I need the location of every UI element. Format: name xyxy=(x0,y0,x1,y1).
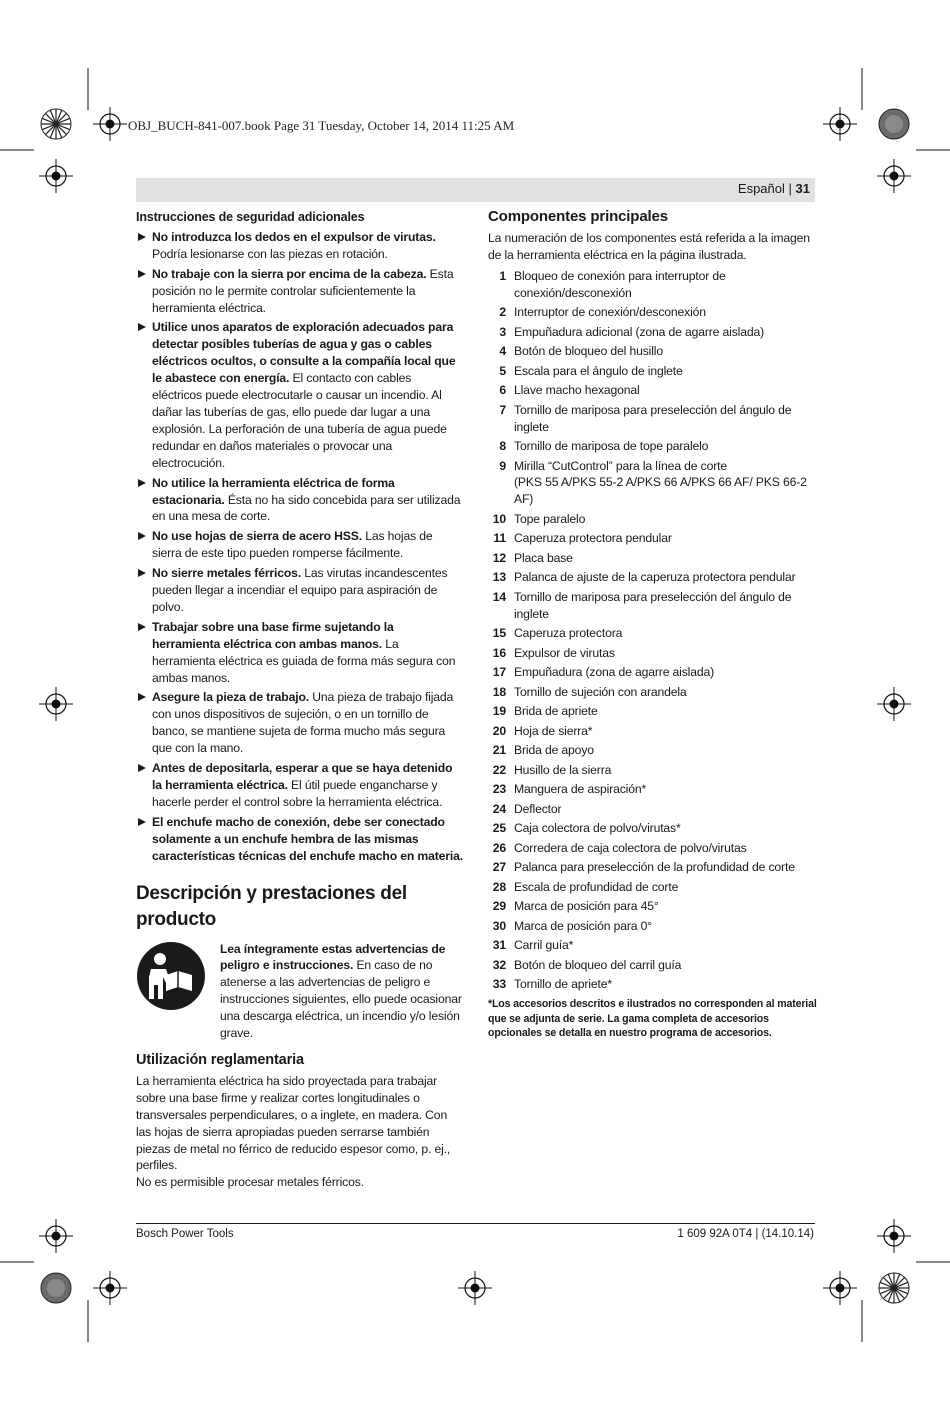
component-item xyxy=(488,703,818,720)
component-item xyxy=(488,530,818,547)
component-label-wrap xyxy=(514,530,818,547)
component-label: Marca de posición para 45° xyxy=(514,899,659,914)
component-label: Escala para el ángulo de inglete xyxy=(514,363,683,378)
component-label-wrap xyxy=(514,801,818,818)
component-item xyxy=(488,363,818,380)
component-item xyxy=(488,550,818,567)
component-number: 3 xyxy=(499,324,506,339)
component-item xyxy=(488,976,818,993)
component-label-wrap xyxy=(514,550,818,567)
component-label: Botón de bloqueo del husillo xyxy=(514,344,663,359)
component-label: Tornillo de mariposa para preselección del ángulo de inglete xyxy=(514,589,792,621)
safety-bullet xyxy=(136,229,464,263)
component-item xyxy=(488,645,818,662)
component-label: Bloqueo de conexión para interruptor de conexión/desconexión xyxy=(514,268,726,300)
component-label: Caperuza protectora pendular xyxy=(514,531,672,546)
component-item xyxy=(488,569,818,586)
component-label-wrap xyxy=(514,664,818,681)
component-number: 10 xyxy=(492,511,506,526)
component-label-wrap xyxy=(514,957,818,974)
component-number: 22 xyxy=(492,762,506,777)
safety-bullet xyxy=(136,814,464,865)
safety-bullet xyxy=(136,760,464,811)
component-item xyxy=(488,762,818,779)
component-item xyxy=(488,684,818,701)
component-label-wrap xyxy=(514,438,818,455)
safety-bullet xyxy=(136,565,464,616)
component-number: 20 xyxy=(492,723,506,738)
bullet-bold: El enchufe macho de conexión, debe ser conectado solamente a un enchufe hembra de las mismas características técnicas del enchufe macho en materia. xyxy=(152,814,463,863)
component-item xyxy=(488,589,818,623)
bullet-text: Ésta no ha sido concebida para ser utilizada en una mesa de corte. xyxy=(152,492,461,524)
warning-bold: Lea íntegramente estas advertencias de peligro e instrucciones. xyxy=(220,941,446,973)
component-label: Carril guía* xyxy=(514,938,574,953)
header-language: Español xyxy=(737,181,785,196)
component-label: Mirilla “CutControl” para la línea de corte xyxy=(514,458,728,473)
component-number: 27 xyxy=(492,860,506,875)
component-label: Corredera de caja colectora de polvo/virutas xyxy=(514,840,747,855)
component-item xyxy=(488,859,818,876)
warning-text xyxy=(220,941,464,1042)
components-list xyxy=(488,268,818,993)
component-label-wrap xyxy=(514,684,818,701)
intended-use-title: Utilización reglamentaria xyxy=(136,1051,304,1068)
component-label: Tornillo de apriete* xyxy=(514,977,612,992)
component-label-wrap xyxy=(514,703,818,720)
page-number: 31 xyxy=(795,181,810,196)
component-number: 13 xyxy=(492,570,506,585)
bullet-bold: No sierre metales férricos. xyxy=(152,566,302,581)
read-manual-warning xyxy=(136,941,464,1042)
bullet-arrow-icon xyxy=(138,270,146,278)
safety-bullet xyxy=(136,619,464,687)
bullet-text: Las hojas de sierra de este tipo pueden romperse fácilmente. xyxy=(152,529,433,561)
footer-doc-number: 1 609 92A 0T4 | (14.10.14) xyxy=(677,1228,814,1240)
component-label: Caperuza protectora xyxy=(514,626,623,641)
component-label: Escala de profundidad de corte xyxy=(514,879,679,894)
safety-list xyxy=(136,229,464,865)
component-number: 1 xyxy=(499,268,506,283)
component-label: Palanca de ajuste de la caperuza protectora pendular xyxy=(514,570,796,585)
component-item xyxy=(488,664,818,681)
component-number: 17 xyxy=(492,665,506,680)
component-number: 9 xyxy=(499,458,506,473)
bullet-arrow-icon xyxy=(138,233,146,241)
component-label-wrap xyxy=(514,840,818,857)
header-bar xyxy=(136,178,815,202)
component-label: Interruptor de conexión/desconexión xyxy=(514,305,706,320)
bullet-text: Una pieza de trabajo fijada con unos dispositivos de sujeción, o en un tornillo de banco, se mantiene sujeta de forma mucho más segura que con la mano. xyxy=(152,690,454,756)
component-label: Tornillo de mariposa de tope paralelo xyxy=(514,439,709,454)
component-item xyxy=(488,723,818,740)
bullet-text: El útil puede engancharse y hacerle perder el control sobre la herramienta eléctrica. xyxy=(152,778,443,809)
bullet-arrow-icon xyxy=(138,479,146,487)
component-label-wrap xyxy=(514,402,818,436)
component-label: Llave macho hexagonal xyxy=(514,383,640,398)
bullet-text: Las virutas incandescentes pueden llegar a incendiar el equipo para aspiración de polvo. xyxy=(152,566,448,614)
component-label-wrap xyxy=(514,511,818,528)
component-label-wrap xyxy=(514,324,818,341)
component-number: 7 xyxy=(499,402,506,417)
component-label-wrap xyxy=(514,918,818,935)
component-label: Tornillo de sujeción con arandela xyxy=(514,684,687,699)
warning-body: En caso de no atenerse a las advertencias de peligro e instrucciones siguientes, ello puede ocasionar una descarga eléctrica, un incendio y/o lesión grave. xyxy=(220,958,462,1041)
pdf-info-line: OBJ_BUCH-841-007.book Page 31 Tuesday, October 14, 2014 11:25 AM xyxy=(128,118,515,133)
component-number: 16 xyxy=(492,645,506,660)
component-label-wrap xyxy=(514,976,818,993)
components-intro: La numeración de los componentes está referida a la imagen de la herramienta eléctrica en la página ilustrada. xyxy=(488,230,810,262)
component-label-wrap xyxy=(514,268,818,302)
component-number: 26 xyxy=(492,840,506,855)
component-number: 15 xyxy=(492,626,506,641)
bullet-bold: Asegure la pieza de trabajo. xyxy=(152,690,309,705)
bullet-bold: Trabajar sobre una base firme sujetando la herramienta eléctrica con ambas manos. xyxy=(152,619,394,651)
bullet-bold: Utilice unos aparatos de exploración adecuados para detectar posibles tuberías de agua y gas o cables eléctricos ocultos, o consulte a la compañía local que le abastece con energía. xyxy=(152,320,456,386)
footer-brand: Bosch Power Tools xyxy=(136,1228,234,1240)
header-separator: | xyxy=(788,181,792,196)
component-number: 30 xyxy=(492,918,506,933)
component-number: 25 xyxy=(492,821,506,836)
component-label-wrap xyxy=(514,458,818,509)
bullet-arrow-icon xyxy=(138,693,146,701)
component-number: 32 xyxy=(492,957,506,972)
component-label-wrap xyxy=(514,625,818,642)
component-models: (PKS 55 A/PKS 55-2 A/PKS 66 A/PKS 66 AF/ PKS 66-2 AF) xyxy=(514,475,807,507)
bullet-text: Podría lesionarse con las piezas en rotación. xyxy=(152,246,388,261)
component-item xyxy=(488,898,818,915)
component-label: Deflector xyxy=(514,801,562,816)
component-label: Empuñadura (zona de agarre aislada) xyxy=(514,665,715,680)
safety-title: Instrucciones de seguridad adicionales xyxy=(136,210,365,224)
component-label: Tope paralelo xyxy=(514,511,586,526)
component-label: Husillo de la sierra xyxy=(514,762,612,777)
component-label-wrap xyxy=(514,820,818,837)
safety-bullet xyxy=(136,475,464,526)
component-label: Palanca para preselección de la profundidad de corte xyxy=(514,860,795,875)
component-label-wrap xyxy=(514,382,818,399)
bullet-text: Esta posición no le permite controlar suficientemente la herramienta eléctrica. xyxy=(152,266,454,315)
component-label: Placa base xyxy=(514,550,573,565)
component-number: 18 xyxy=(492,684,506,699)
bullet-arrow-icon xyxy=(138,764,146,772)
section-title: Descripción y prestaciones del producto xyxy=(136,882,407,930)
component-number: 6 xyxy=(499,383,506,398)
intended-use-text-2: No es permisible procesar metales férricos. xyxy=(136,1175,364,1190)
component-number: 2 xyxy=(499,305,506,320)
component-item xyxy=(488,511,818,528)
component-label: Empuñadura adicional (zona de agarre aislada) xyxy=(514,324,765,339)
component-label-wrap xyxy=(514,363,818,380)
intended-use-text: La herramienta eléctrica ha sido proyectada para trabajar sobre una base firme y realizar cortes longitudinales o transversales perpendiculares, o a inglete, en madera. Con las hojas de sierra apropiadas pueden serrarse también piezas de metal no férrico de reducido espesor como, p. ej., perfiles. xyxy=(136,1073,451,1173)
right-column xyxy=(488,209,818,1041)
footer-rule xyxy=(136,1223,815,1224)
component-number: 33 xyxy=(492,977,506,992)
component-item xyxy=(488,879,818,896)
component-number: 4 xyxy=(499,344,506,359)
component-label: Manguera de aspiración* xyxy=(514,782,647,797)
bullet-arrow-icon xyxy=(138,323,146,331)
component-number: 24 xyxy=(492,801,506,816)
component-item xyxy=(488,458,818,509)
bullet-bold: No utilice la herramienta eléctrica de forma estacionaria. xyxy=(152,475,395,507)
component-item xyxy=(488,343,818,360)
left-column xyxy=(136,209,464,1191)
component-label-wrap xyxy=(514,762,818,779)
component-number: 29 xyxy=(492,899,506,914)
bullet-bold: No trabaje con la sierra por encima de la cabeza. xyxy=(152,266,427,281)
component-label-wrap xyxy=(514,898,818,915)
component-label: Expulsor de virutas xyxy=(514,645,615,660)
bullet-bold: No use hojas de sierra de acero HSS. xyxy=(152,529,362,544)
component-label-wrap xyxy=(514,343,818,360)
component-item xyxy=(488,801,818,818)
component-label: Brida de apoyo xyxy=(514,743,594,758)
component-item xyxy=(488,382,818,399)
bullet-text: La herramienta eléctrica es guiada de forma más segura con ambas manos. xyxy=(152,636,456,685)
running-header xyxy=(738,181,810,196)
safety-bullet xyxy=(136,319,464,471)
component-item xyxy=(488,937,818,954)
component-label: Botón de bloqueo del carril guía xyxy=(514,957,682,972)
components-title: Componentes principales xyxy=(488,208,668,225)
component-number: 19 xyxy=(492,704,506,719)
bullet-arrow-icon xyxy=(138,818,146,826)
component-number: 12 xyxy=(492,550,506,565)
component-label: Brida de apriete xyxy=(514,704,598,719)
safety-bullet xyxy=(136,689,464,757)
component-label-wrap xyxy=(514,645,818,662)
component-number: 21 xyxy=(492,743,506,758)
component-item xyxy=(488,918,818,935)
component-label-wrap xyxy=(514,859,818,876)
component-number: 28 xyxy=(492,879,506,894)
component-number: 23 xyxy=(492,782,506,797)
bullet-arrow-icon xyxy=(138,569,146,577)
component-number: 5 xyxy=(499,363,506,378)
bullet-bold: No introduzca los dedos en el expulsor de virutas. xyxy=(152,229,436,244)
component-item xyxy=(488,324,818,341)
component-item xyxy=(488,438,818,455)
component-label-wrap xyxy=(514,589,818,623)
component-item xyxy=(488,304,818,321)
component-number: 11 xyxy=(493,531,506,546)
safety-bullet xyxy=(136,528,464,562)
component-item xyxy=(488,957,818,974)
component-number: 8 xyxy=(499,439,506,454)
bullet-text: El contacto con cables eléctricos puede electrocutarle o causar un incendio. Al dañar las tuberías de gas, ello puede dar lugar a una explosión. La perforación de una tubería de agua puede redundar en daños materiales o provocar una electrocución. xyxy=(152,371,447,470)
safety-bullet xyxy=(136,266,464,317)
component-label-wrap xyxy=(514,781,818,798)
component-number: 31 xyxy=(492,938,506,953)
component-item xyxy=(488,402,818,436)
component-item xyxy=(488,625,818,642)
component-label-wrap xyxy=(514,569,818,586)
component-label-wrap xyxy=(514,723,818,740)
component-number: 14 xyxy=(492,589,506,604)
component-label: Caja colectora de polvo/virutas* xyxy=(514,821,681,836)
component-label: Marca de posición para 0° xyxy=(514,918,652,933)
component-item xyxy=(488,742,818,759)
component-label-wrap xyxy=(514,879,818,896)
accessories-note: *Los accesorios descritos e ilustrados no corresponden al material que se adjunta de serie. La gama completa de accesorios opcionales se detalla en nuestro programa de accesorios. xyxy=(488,998,817,1040)
component-item xyxy=(488,820,818,837)
component-label-wrap xyxy=(514,937,818,954)
component-label: Hoja de sierra* xyxy=(514,723,593,738)
component-item xyxy=(488,781,818,798)
bullet-bold: Antes de depositarla, esperar a que se haya detenido la herramienta eléctrica. xyxy=(152,761,453,792)
read-manual-icon xyxy=(136,941,206,1011)
bullet-arrow-icon xyxy=(138,532,146,540)
component-item xyxy=(488,840,818,857)
component-label-wrap xyxy=(514,742,818,759)
component-label-wrap xyxy=(514,304,818,321)
bullet-arrow-icon xyxy=(138,623,146,631)
component-item xyxy=(488,268,818,302)
component-label: Tornillo de mariposa para preselección del ángulo de inglete xyxy=(514,402,792,434)
